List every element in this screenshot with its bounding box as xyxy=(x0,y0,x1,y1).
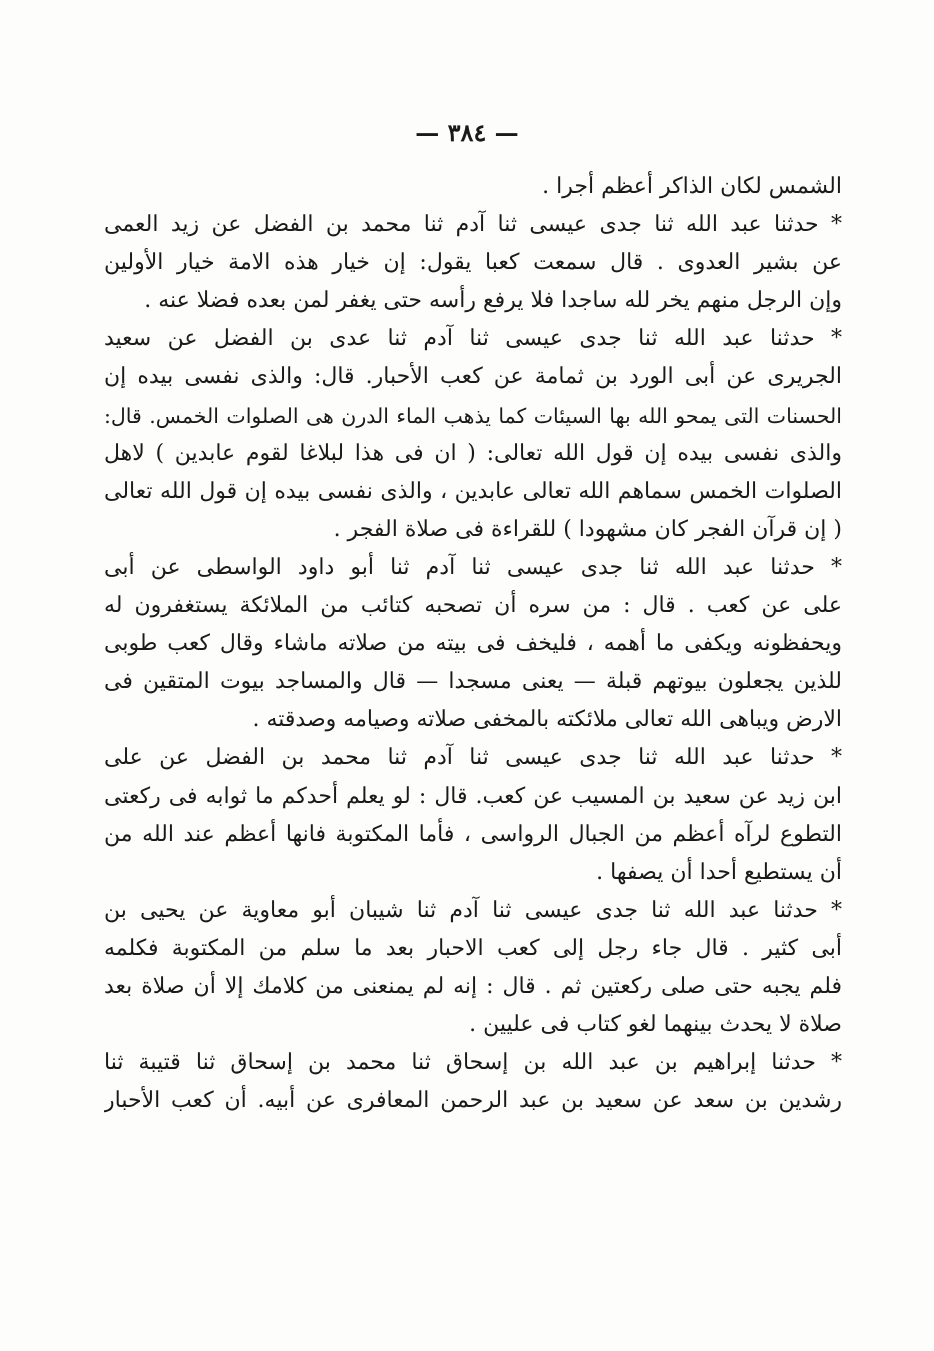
text-line: الحسنات التى يمحو الله بها السيئات كما يذهب الماء الدرن هى الصلوات الخمس. قال: xyxy=(104,403,842,428)
text-line: ويحفظونه ويكفى ما أهمه ، فليخف فى بيته من صلاته ماشاء وقال كعب طوبى xyxy=(104,631,842,657)
text-line: صلاة لا يحدث بينهما لغو كتاب فى عليين . xyxy=(469,1012,842,1038)
page-number: — ٣٨٤ — xyxy=(415,118,519,147)
text-line: الشمس لكان الذاكر أعظم أجرا . xyxy=(542,174,842,199)
text-line: ( إن قرآن الفجر كان مشهودا ) للقراءة فى صلاة الفجر . xyxy=(333,516,842,542)
text-line: * حدثنا عبد الله ثنا جدى عيسى ثنا آدم ثنا محمد بن الفضل عن زيد العمى xyxy=(104,212,842,238)
text-line: * حدثنا عبد الله ثنا جدى عيسى ثنا آدم ثنا عدى بن الفضل عن سعيد xyxy=(104,326,842,352)
text-line: وإن الرجل منهم يخر لله ساجدا فلا يرفع رأسه حتى يغفر لمن بعده فضلا عنه . xyxy=(144,288,842,314)
text-line: * حدثنا عبد الله ثنا جدى عيسى ثنا آدم ثنا محمد بن الفضل عن على xyxy=(104,745,842,771)
text-line: التطوع لرآه أعظم من الجبال الرواسى ، فأما المكتوبة فانها أعظم عند الله من xyxy=(104,821,842,847)
text-line: والذى نفسى بيده إن قول الله تعالى: ( ان فى هذا لبلاغا لقوم عابدين ) لاهل xyxy=(104,440,842,466)
body-text xyxy=(104,168,842,1120)
text-line: للذين يجعلون بيوتهم قبلة — يعنى مسجدا — قال والمساجد بيوت المتقين فى xyxy=(104,669,842,695)
text-line: * حدثنا إبراهيم بن عبد الله بن إسحاق ثنا محمد بن إسحاق ثنا قتيبة ثنا xyxy=(104,1050,842,1076)
text-line: الارض ويباهى الله تعالى ملائكته بالمخفى صلاته وصيامه وصدقته . xyxy=(252,707,842,733)
text-line: ابن زيد عن سعيد بن المسيب عن كعب. قال : لو يعلم أحدكم ما ثوابه فى ركعتى xyxy=(104,783,842,809)
text-line: أبى كثير . قال جاء رجل إلى كعب الاحبار بعد ما سلم من المكتوبة فكلمه xyxy=(104,935,842,961)
text-line: رشدين بن سعد عن سعيد بن عبد الرحمن المعافرى عن أبيه. أن كعب الأحبار xyxy=(104,1088,842,1114)
text-line: الجريرى عن أبى الورد بن ثمامة عن كعب الأحبار. قال: والذى نفسى بيده إن xyxy=(104,364,842,390)
text-line: الصلوات الخمس سماهم الله تعالى عابدين ، والذى نفسى بيده إن قول الله تعالى xyxy=(104,478,842,504)
text-line: فلم يجبه حتى صلى ركعتين ثم . قال : إنه لم يمنعنى من كلامك إلا أن صلاة بعد xyxy=(104,973,842,999)
text-line: * حدثنا عبد الله ثنا جدى عيسى ثنا آدم ثنا شيبان أبو معاوية عن يحيى بن xyxy=(104,897,842,923)
text-line: * حدثنا عبد الله ثنا جدى عيسى ثنا آدم ثنا أبو داود الواسطى عن أبى xyxy=(104,554,842,580)
text-line: أن يستطيع أحدا أن يصفها . xyxy=(596,859,842,885)
text-line: عن بشير العدوى . قال سمعت كعبا يقول: إن خيار هذه الامة خيار الأولين xyxy=(104,250,842,276)
text-line: على عن كعب . قال : من سره أن تصحبه كتائب من الملائكة يستغفرون له xyxy=(104,593,842,619)
